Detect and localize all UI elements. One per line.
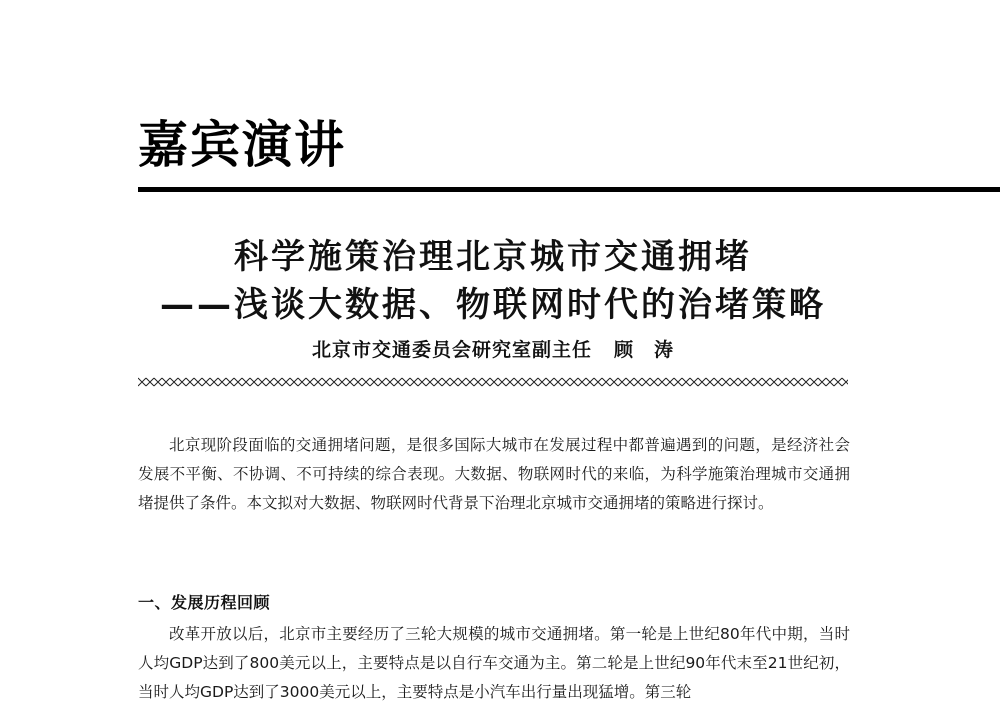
section-header: 嘉宾演讲 — [138, 116, 346, 174]
author-name: 顾 涛 — [614, 339, 675, 361]
intro-paragraph: 北京现阶段面临的交通拥堵问题，是很多国际大城市在发展过程中都普遍遇到的问题，是经济社会发展不平衡、不协调、不可持续的综合表现。大数据、物联网时代的来临，为科学施策治理城市交通拥堵提供了条件。本文拟对大数据、物联网时代背景下治理北京城市交通拥堵的策略进行探讨。 — [138, 436, 850, 512]
article-title: 科学施策治理北京城市交通拥堵 — [234, 237, 752, 277]
decorative-divider — [138, 374, 848, 388]
author-line — [138, 341, 848, 360]
section-heading: 一、发展历程回顾 — [138, 593, 271, 612]
author-role: 北京市交通委员会研究室副主任 — [311, 339, 592, 361]
header-rule — [138, 187, 1000, 192]
body-paragraph: 改革开放以后，北京市主要经历了三轮大规模的城市交通拥堵。第一轮是上世纪80年代中期，当时人均GDP达到了800美元以上，主要特点是以自行车交通为主。第二轮是上世纪90年代末至21世纪初，当时人均GDP达到了3000美元以上，主要特点是小汽车出行量出现猛增。第三轮 — [138, 625, 850, 701]
article-subtitle: ——浅谈大数据、物联网时代的治堵策略 — [160, 285, 826, 325]
